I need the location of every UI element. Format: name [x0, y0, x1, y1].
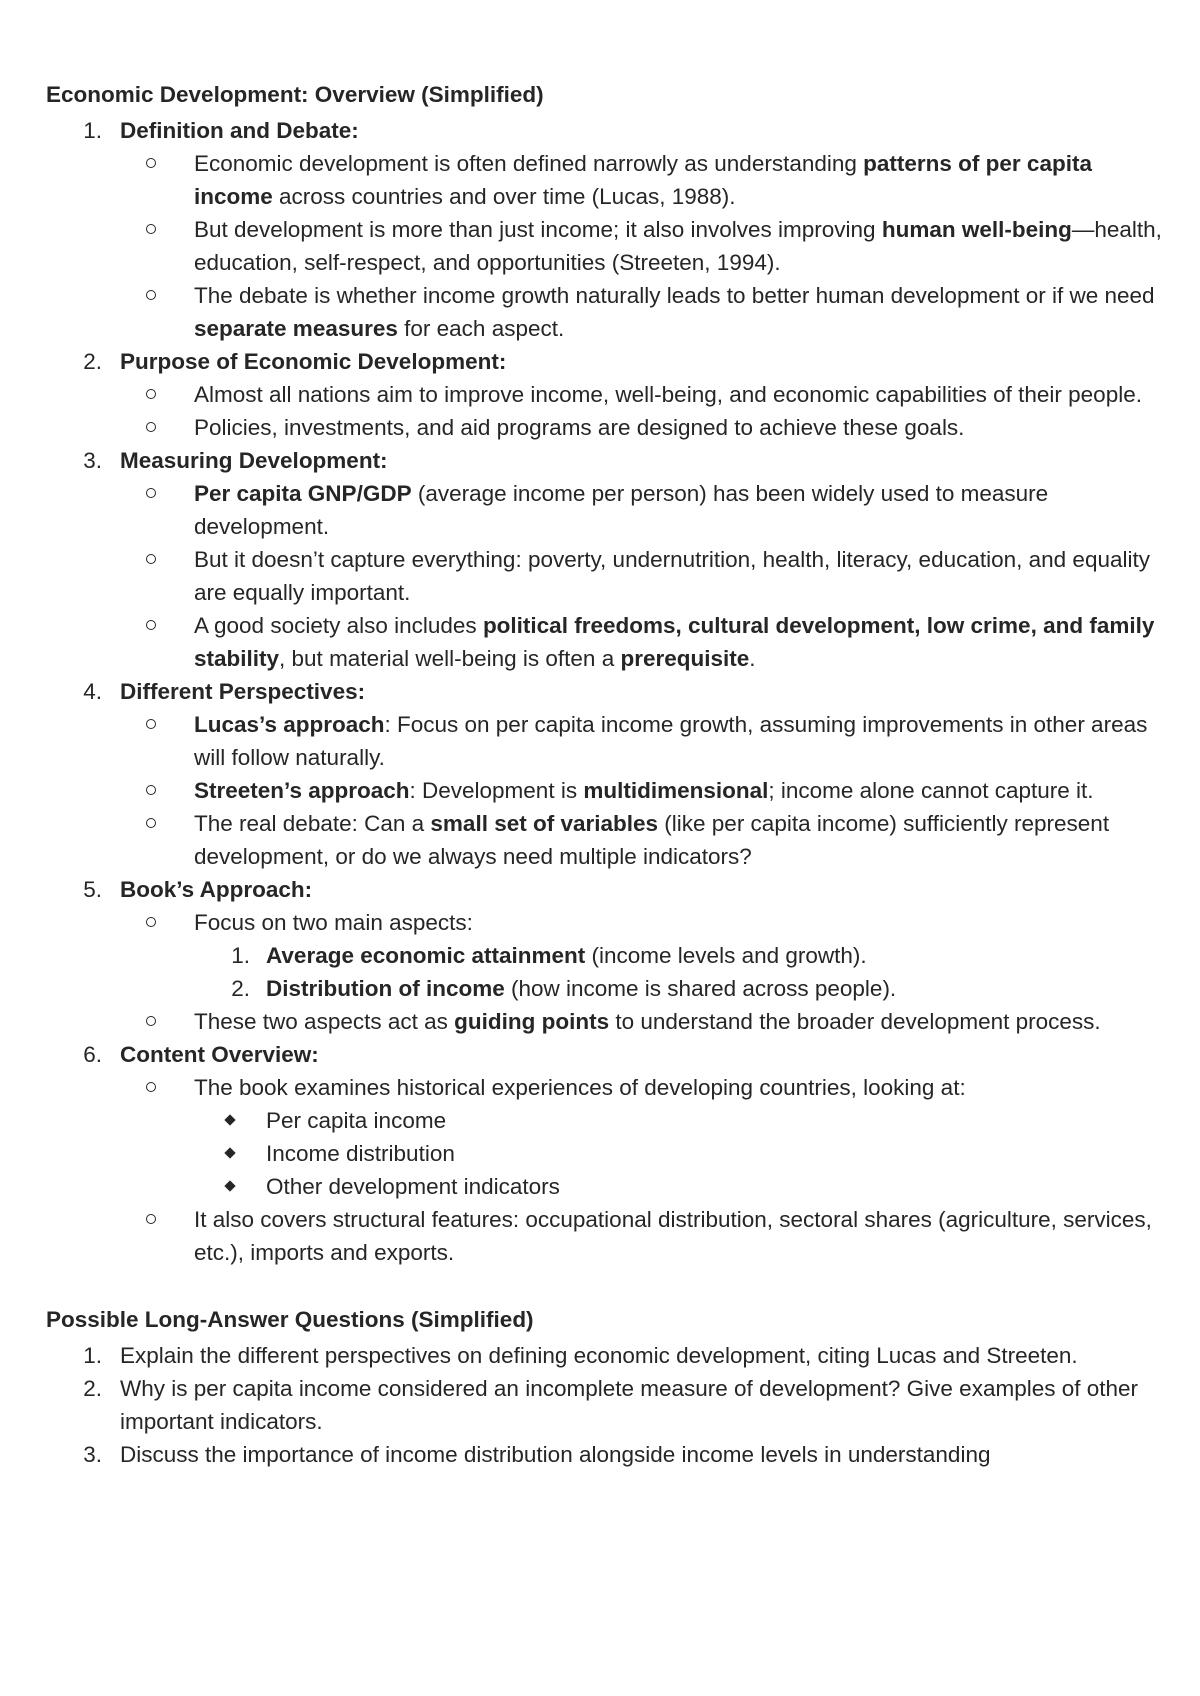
- section-number: 1.: [83, 118, 102, 143]
- list-item: Lucas’s approach: Focus on per capita income growth, assuming improvements in other areas will follow naturally.: [120, 708, 1166, 774]
- questions-heading: Possible Long-Answer Questions (Simplified): [46, 1307, 534, 1332]
- diamond-bullet-icon: [224, 1114, 235, 1125]
- list-item: But it doesn’t capture everything: poverty, undernutrition, health, literacy, education, and equality are equally important.: [120, 543, 1166, 609]
- question-item: 3. Discuss the importance of income distribution alongside income levels in understanding: [83, 1442, 991, 1467]
- sub-list-item: 2. Distribution of income (how income is shared across people).: [231, 976, 897, 1001]
- list-item: Policies, investments, and aid programs are designed to achieve these goals.: [120, 411, 1166, 444]
- document: [46, 78, 1166, 1471]
- hollow-bullet-icon: [146, 1016, 156, 1026]
- section-title: Purpose of Economic Development:: [120, 349, 507, 374]
- list-item: The debate is whether income growth naturally leads to better human development or if we need separate measures for each aspect.: [120, 279, 1166, 345]
- questions-list: [46, 1339, 1166, 1471]
- list-item: Per capita GNP/GDP (average income per person) has been widely used to measure development.: [120, 477, 1166, 543]
- list-item: It also covers structural features: occupational distribution, sectoral shares (agriculture, services, etc.), imports and exports.: [120, 1203, 1166, 1269]
- hollow-bullet-icon: [146, 818, 156, 828]
- sub-list-item: Other development indicators: [194, 1170, 1166, 1203]
- list-item: But development is more than just income; it also involves improving human well-being—health, education, self-respect, and opportunities (Streeten, 1994).: [120, 213, 1166, 279]
- hollow-bullet-icon: [146, 422, 156, 432]
- list-item: Economic development is often defined narrowly as understanding patterns of per capita income across countries and over time (Lucas, 1988).: [120, 147, 1166, 213]
- hollow-bullet-icon: [146, 554, 156, 564]
- list-item: Almost all nations aim to improve income, well-being, and economic capabilities of their people.: [120, 378, 1166, 411]
- sub-list: [194, 1104, 1166, 1203]
- section-title: Measuring Development:: [120, 448, 388, 473]
- hollow-bullet-icon: [146, 158, 156, 168]
- list-item: These two aspects act as guiding points to understand the broader development process.: [120, 1005, 1166, 1038]
- section-title: Book’s Approach:: [120, 877, 313, 902]
- diamond-bullet-icon: [224, 1147, 235, 1158]
- hollow-bullet-icon: [146, 290, 156, 300]
- section-measuring: [46, 444, 1166, 675]
- list-item: Focus on two main aspects: 1. Average economic attainment (income levels and growth). 2. Distribution of income (how income is shared across people).: [120, 906, 1166, 1005]
- section-content-overview: [46, 1038, 1166, 1269]
- question-item: 2. Why is per capita income considered an incomplete measure of development? Give examples of other important indicators.: [83, 1376, 1139, 1434]
- hollow-bullet-icon: [146, 1214, 156, 1224]
- section-number: 3.: [83, 448, 102, 473]
- hollow-bullet-icon: [146, 917, 156, 927]
- diamond-bullet-icon: [224, 1180, 235, 1191]
- section-number: 6.: [83, 1042, 102, 1067]
- question-item: 1. Explain the different perspectives on defining economic development, citing Lucas and Streeten.: [83, 1343, 1078, 1368]
- section-title: Content Overview:: [120, 1042, 319, 1067]
- hollow-bullet-icon: [146, 224, 156, 234]
- section-books-approach: [46, 873, 1166, 1038]
- page-title: Economic Development: Overview (Simplified): [46, 82, 544, 107]
- overview-list: [46, 114, 1166, 1269]
- hollow-bullet-icon: [146, 620, 156, 630]
- sub-list: [194, 939, 1166, 1005]
- section-number: 4.: [83, 679, 102, 704]
- section-number: 2.: [83, 349, 102, 374]
- sub-list-item: 1. Average economic attainment (income levels and growth).: [231, 943, 867, 968]
- hollow-bullet-icon: [146, 488, 156, 498]
- section-definition: [46, 114, 1166, 345]
- list-item: The real debate: Can a small set of variables (like per capita income) sufficiently represent development, or do we always need multiple indicators?: [120, 807, 1166, 873]
- list-item: A good society also includes political freedoms, cultural development, low crime, and family stability, but material well-being is often a prerequisite.: [120, 609, 1166, 675]
- section-purpose: [46, 345, 1166, 444]
- sub-list-item: Per capita income: [194, 1104, 1166, 1137]
- section-title: Different Perspectives:: [120, 679, 366, 704]
- section-number: 5.: [83, 877, 102, 902]
- hollow-bullet-icon: [146, 1082, 156, 1092]
- hollow-bullet-icon: [146, 389, 156, 399]
- list-item: The book examines historical experiences of developing countries, looking at: Per capita income Income distribution Other development indicators: [120, 1071, 1166, 1203]
- sub-list-item: Income distribution: [194, 1137, 1166, 1170]
- hollow-bullet-icon: [146, 719, 156, 729]
- section-title: Definition and Debate:: [120, 118, 359, 143]
- list-item: Streeten’s approach: Development is multidimensional; income alone cannot capture it.: [120, 774, 1166, 807]
- hollow-bullet-icon: [146, 785, 156, 795]
- section-perspectives: [46, 675, 1166, 873]
